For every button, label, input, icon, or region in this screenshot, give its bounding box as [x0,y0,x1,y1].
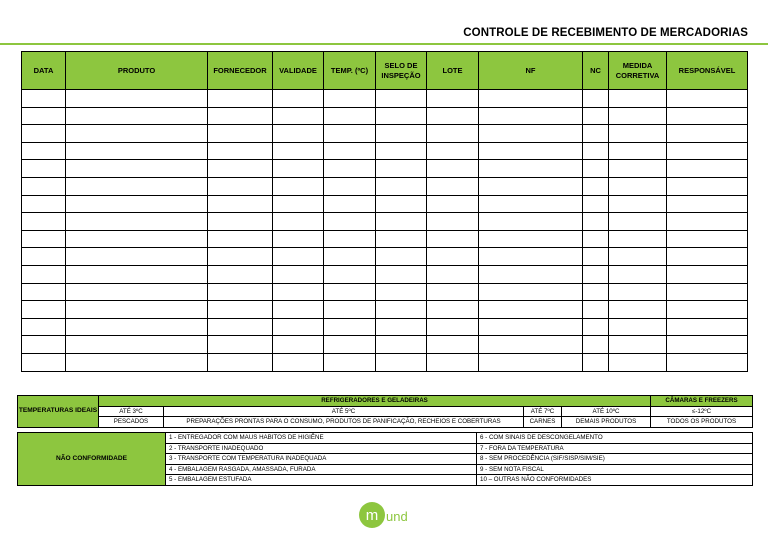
table-body [22,90,748,372]
nc-item: 10 – OUTRAS NÃO CONFORMIDADES [477,475,753,486]
table-cell[interactable] [609,301,667,319]
table-cell[interactable] [609,195,667,213]
table-cell[interactable] [66,195,208,213]
table-cell[interactable] [66,107,208,125]
table-cell[interactable] [273,301,324,319]
table-cell[interactable] [273,248,324,266]
table-cell[interactable] [583,230,609,248]
table-cell[interactable] [427,353,479,371]
col-header-validade: VALIDADE [273,52,324,90]
table-cell[interactable] [376,353,427,371]
col-header-temp: TEMP. (ºC) [324,52,376,90]
table-cell[interactable] [667,90,748,108]
table-cell[interactable] [22,230,66,248]
table-cell[interactable] [609,265,667,283]
table-cell[interactable] [208,195,273,213]
table-cell[interactable] [273,336,324,354]
table-cell[interactable] [22,353,66,371]
table-cell[interactable] [273,230,324,248]
receiving-log-table [21,51,748,372]
table-cell[interactable] [583,248,609,266]
table-cell[interactable] [208,301,273,319]
table-cell[interactable] [273,265,324,283]
table-cell[interactable] [427,195,479,213]
col-header-fornecedor: FORNECEDOR [208,52,273,90]
table-cell[interactable] [66,248,208,266]
table-row [22,283,748,301]
table-cell[interactable] [427,283,479,301]
table-cell[interactable] [609,283,667,301]
table-row [22,301,748,319]
table-cell[interactable] [479,160,583,178]
product-cell: TODOS OS PRODUTOS [651,417,753,428]
table-cell[interactable] [479,318,583,336]
col-header-medida: MEDIDA CORRETIVA [609,52,667,90]
table-cell[interactable] [667,265,748,283]
table-cell[interactable] [208,90,273,108]
table-row [22,195,748,213]
table-cell[interactable] [273,353,324,371]
table-cell[interactable] [273,213,324,231]
table-cell[interactable] [66,301,208,319]
table-cell[interactable] [208,265,273,283]
table-cell[interactable] [609,318,667,336]
nonconformity-label: NÃO CONFORMIDADE [18,433,166,486]
page-title: CONTROLE DE RECEBIMENTO DE MERCADORIAS [463,27,748,39]
table-cell[interactable] [479,177,583,195]
title-divider [0,43,768,45]
table-cell[interactable] [667,230,748,248]
temperatures-label: TEMPERATURAS IDEAIS [18,396,99,428]
table-cell[interactable] [324,301,376,319]
table-cell[interactable] [427,160,479,178]
ideal-temperatures-table [17,395,753,428]
table-cell[interactable] [324,160,376,178]
table-cell[interactable] [427,142,479,160]
table-cell[interactable] [22,107,66,125]
col-header-nc: NC [583,52,609,90]
table-cell[interactable] [583,125,609,143]
table-cell[interactable] [667,177,748,195]
table-cell[interactable] [427,177,479,195]
table-cell[interactable] [66,318,208,336]
table-cell[interactable] [427,248,479,266]
table-cell[interactable] [609,336,667,354]
table-cell[interactable] [22,125,66,143]
table-cell[interactable] [208,177,273,195]
table-cell[interactable] [324,318,376,336]
limit-cell: ATÉ 7ºC [524,406,562,417]
table-cell[interactable] [376,213,427,231]
table-cell[interactable] [66,160,208,178]
table-cell[interactable] [324,177,376,195]
table-cell[interactable] [667,107,748,125]
nonconformity-table [17,432,753,486]
table-cell[interactable] [609,248,667,266]
table-cell[interactable] [273,283,324,301]
table-cell[interactable] [609,160,667,178]
table-cell[interactable] [273,125,324,143]
table-cell[interactable] [479,142,583,160]
table-cell[interactable] [66,177,208,195]
table-cell[interactable] [324,142,376,160]
table-cell[interactable] [22,283,66,301]
table-cell[interactable] [609,353,667,371]
table-cell[interactable] [427,301,479,319]
table-row [22,336,748,354]
limit-cell: ≤-12ºC [651,406,753,417]
limit-cell: ATÉ 3ºC [99,406,164,417]
table-cell[interactable] [479,265,583,283]
col-header-data: DATA [22,52,66,90]
col-header-produto: PRODUTO [66,52,208,90]
nc-item: 5 - EMBALAGEM ESTUFADA [166,475,477,486]
table-row [22,248,748,266]
table-cell[interactable] [667,213,748,231]
table-cell[interactable] [208,318,273,336]
table-cell[interactable] [583,177,609,195]
table-cell[interactable] [583,336,609,354]
table-cell[interactable] [273,177,324,195]
table-cell[interactable] [427,213,479,231]
table-cell[interactable] [427,230,479,248]
logo-initial: m [365,507,379,524]
table-cell[interactable] [22,318,66,336]
table-row [22,160,748,178]
table-cell[interactable] [667,195,748,213]
nc-item: 8 - SEM PROCEDÊNCIA (SIF/SISP/SIM/SIE) [477,454,753,465]
table-cell[interactable] [22,195,66,213]
table-cell[interactable] [22,336,66,354]
nc-item: 7 - FORA DA TEMPERATURA [477,443,753,454]
nc-item: 2 - TRANSPORTE INADEQUADO [166,443,477,454]
table-cell[interactable] [609,177,667,195]
table-cell[interactable] [208,107,273,125]
table-cell[interactable] [583,265,609,283]
table-cell[interactable] [667,301,748,319]
logo-text: und [386,509,408,524]
table-cell[interactable] [376,336,427,354]
table-cell[interactable] [479,230,583,248]
product-cell: CARNES [524,417,562,428]
col-header-nf: NF [479,52,583,90]
table-cell[interactable] [376,265,427,283]
table-cell[interactable] [66,230,208,248]
table-cell[interactable] [66,125,208,143]
table-cell[interactable] [376,125,427,143]
table-cell[interactable] [427,265,479,283]
table-cell[interactable] [22,142,66,160]
mund-logo [358,498,418,532]
table-cell[interactable] [66,353,208,371]
table-cell[interactable] [479,107,583,125]
table-cell[interactable] [22,265,66,283]
table-cell[interactable] [273,107,324,125]
table-cell[interactable] [667,142,748,160]
table-cell[interactable] [479,213,583,231]
table-cell[interactable] [427,90,479,108]
table-cell[interactable] [324,283,376,301]
table-cell[interactable] [273,90,324,108]
table-cell[interactable] [376,230,427,248]
table-cell[interactable] [479,90,583,108]
table-cell[interactable] [667,283,748,301]
table-row [22,353,748,371]
table-cell[interactable] [667,318,748,336]
table-cell[interactable] [376,283,427,301]
table-cell[interactable] [66,142,208,160]
table-cell[interactable] [479,301,583,319]
table-row [22,318,748,336]
table-cell[interactable] [583,90,609,108]
table-cell[interactable] [324,125,376,143]
table-cell[interactable] [427,318,479,336]
table-cell[interactable] [324,353,376,371]
table-row [22,213,748,231]
table-cell[interactable] [376,301,427,319]
nc-item: 9 - SEM NOTA FISCAL [477,464,753,475]
table-cell[interactable] [66,283,208,301]
table-cell[interactable] [273,160,324,178]
table-cell[interactable] [376,160,427,178]
table-cell[interactable] [376,142,427,160]
table-cell[interactable] [427,107,479,125]
product-cell: DEMAIS PRODUTOS [562,417,651,428]
table-row [22,142,748,160]
table-cell[interactable] [479,353,583,371]
table-cell[interactable] [609,90,667,108]
table-cell[interactable] [609,125,667,143]
table-cell[interactable] [66,90,208,108]
table-cell[interactable] [273,318,324,336]
table-cell[interactable] [583,195,609,213]
table-cell[interactable] [479,283,583,301]
table-cell[interactable] [667,336,748,354]
table-cell[interactable] [609,107,667,125]
col-header-selo: SELO DE INSPEÇÃO [376,52,427,90]
table-cell[interactable] [609,213,667,231]
table-cell[interactable] [208,125,273,143]
table-row [22,90,748,108]
table-cell[interactable] [324,107,376,125]
table-cell[interactable] [208,248,273,266]
table-cell[interactable] [583,353,609,371]
table-cell[interactable] [427,125,479,143]
table-cell[interactable] [22,213,66,231]
table-cell[interactable] [376,177,427,195]
product-cell: PESCADOS [99,417,164,428]
product-cell: PREPARAÇÕES PRONTAS PARA O CONSUMO, PRODUTOS DE PANIFICAÇÃO, RECHEIOS E COBERTURAS [164,417,524,428]
table-cell[interactable] [583,160,609,178]
table-cell[interactable] [609,142,667,160]
table-cell[interactable] [376,90,427,108]
table-row [22,230,748,248]
table-cell[interactable] [208,160,273,178]
table-cell[interactable] [479,336,583,354]
table-cell[interactable] [324,248,376,266]
nc-item: 4 - EMBALAGEM RASGADA, AMASSADA, FURADA [166,464,477,475]
limit-cell: ATÉ 5ºC [164,406,524,417]
table-cell[interactable] [208,230,273,248]
table-cell[interactable] [667,160,748,178]
table-row [22,125,748,143]
table-cell[interactable] [324,265,376,283]
table-cell[interactable] [667,353,748,371]
table-cell[interactable] [22,248,66,266]
table-cell[interactable] [583,318,609,336]
table-cell[interactable] [324,213,376,231]
table-cell[interactable] [583,301,609,319]
table-row [22,265,748,283]
nc-item: 3 - TRANSPORTE COM TEMPERATURA INADEQUADA [166,454,477,465]
table-cell[interactable] [324,195,376,213]
table-cell[interactable] [376,195,427,213]
table-cell[interactable] [208,213,273,231]
table-row [22,177,748,195]
table-cell[interactable] [208,353,273,371]
table-row [22,107,748,125]
nc-item: 1 - ENTREGADOR COM MAUS HABITOS DE HIGIÊNE [166,433,477,444]
table-cell[interactable] [324,90,376,108]
table-cell[interactable] [667,125,748,143]
table-cell[interactable] [273,195,324,213]
limit-cell: ATÉ 10ºC [562,406,651,417]
table-cell[interactable] [208,336,273,354]
table-cell[interactable] [583,213,609,231]
table-cell[interactable] [583,107,609,125]
refrigeradores-header: REFRIGERADORES E GELADEIRAS [99,396,651,407]
table-cell[interactable] [376,248,427,266]
table-cell[interactable] [583,283,609,301]
table-cell[interactable] [667,248,748,266]
table-cell[interactable] [273,142,324,160]
table-header-row [22,52,748,90]
table-cell[interactable] [376,107,427,125]
table-cell[interactable] [208,283,273,301]
table-cell[interactable] [324,230,376,248]
col-header-lote: LOTE [427,52,479,90]
table-cell[interactable] [324,336,376,354]
table-cell[interactable] [22,160,66,178]
table-cell[interactable] [66,336,208,354]
table-cell[interactable] [583,142,609,160]
table-cell[interactable] [479,195,583,213]
table-cell[interactable] [208,142,273,160]
table-cell[interactable] [609,230,667,248]
table-cell[interactable] [479,248,583,266]
table-cell[interactable] [22,90,66,108]
table-cell[interactable] [22,301,66,319]
table-cell[interactable] [22,177,66,195]
table-cell[interactable] [427,336,479,354]
nc-item: 6 - COM SINAIS DE DESCONGELAMENTO [477,433,753,444]
table-cell[interactable] [479,125,583,143]
camaras-header: CÂMARAS E FREEZERS [651,396,753,407]
col-header-responsavel: RESPONSÁVEL [667,52,748,90]
table-cell[interactable] [66,213,208,231]
table-cell[interactable] [376,318,427,336]
table-cell[interactable] [66,265,208,283]
